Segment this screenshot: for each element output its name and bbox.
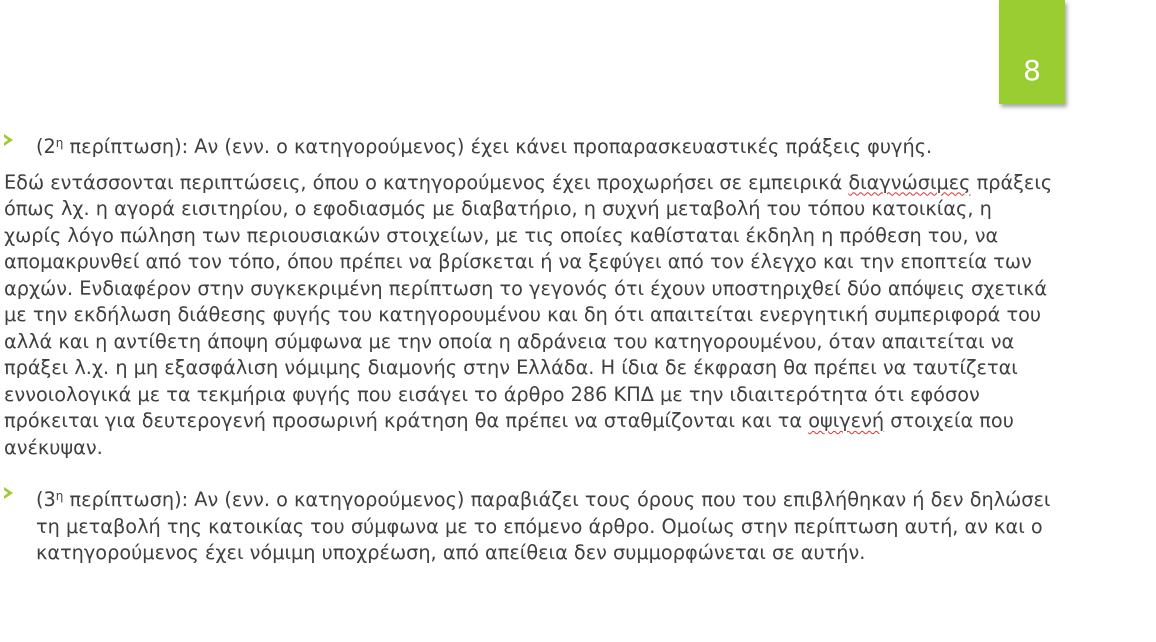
explanation-paragraph bbox=[4, 170, 1054, 462]
bullet-case-3 bbox=[0, 483, 1070, 567]
spellcheck-word-1[interactable]: διαγνώσιμες bbox=[848, 170, 971, 194]
bullet-case-2-prefix: (2 bbox=[36, 135, 56, 158]
slide-number: 8 bbox=[1023, 54, 1041, 87]
paragraph-text-1: Εδώ εντάσσονται περιπτώσεις, όπου ο κατηγορούμενος έχει προχωρήσει σε εμπειρικά bbox=[4, 170, 849, 194]
bullet-case-2 bbox=[0, 130, 1070, 161]
paragraph-text-2: πράξεις όπως λχ. η αγορά εισιτηρίου, ο εφοδιασμός με διαβατήριο, η συχνή μεταβολή του τόπου κατοικίας, η χωρίς λόγο πώληση των περιουσιακών στοιχείων, με τις οποίες καθίσταται έκδηλη η πρόθεση του, να απομακρυνθεί από τον τόπο, όπου πρέπει να βρίσκεται ή να ξεφύγει από τον έλεγχο και την εποπτεία των αρχών. Ενδιαφέρον στην συγκεκριμένη περίπτωση το γεγονός ότι έχουν υποστηριχθεί δύο απόψεις σχετικά με την εκδήλωση διάθεσης φυγής του κατηγορουμένου και δη ότι απαιτείται ενεργητική συμπεριφορά του αλλά και η αντίθετη άποψη σύμφωνα με την οποία η αδράνεια του κατηγορουμένου, όταν απαιτείται να πράξει λ.χ. η μη εξασφάλιση νόμιμης διαμονής στην Ελλάδα. Η ίδια δε έκφραση θα πρέπει να ταυτίζεται εννοιολογικά με τα τεκμήρια φυγής που εισάγει το άρθρο 286 ΚΠΔ με την ιδιαιτερότητα ότι εφόσον πρόκειται για δευτερογενή προσωρινή κράτηση θα πρέπει να σταθμίζονται και τα bbox=[4, 170, 1053, 432]
bullet-case-3-superscript: η bbox=[55, 489, 64, 503]
slide-number-badge bbox=[999, 0, 1065, 104]
bullet-case-2-text: περίπτωση): Αν (ενν. ο κατηγορούμενος) έχει κάνει προπαρασκευαστικές πράξεις φυγής. bbox=[63, 135, 933, 158]
bullet-arrow-icon bbox=[4, 487, 13, 499]
bullet-case-3-text: περίπτωση): Αν (ενν. ο κατηγορούμενος) παραβιάζει τους όρους που του επιβλήθηκαν ή δεν δηλώσει τη μεταβολή της κατοικίας του σύμφωνα με το επόμενο άρθρο. Ομοίως στην περίπτωση αυτή, αν και ο κατηγορούμενος έχει νόμιμη υποχρέωση, από απείθεια δεν συμμορφώνεται σε αυτήν. bbox=[36, 488, 1051, 564]
paragraph-text-3: στοιχεία που ανέκυψαν. bbox=[4, 409, 1014, 459]
bullet-case-3-prefix: (3 bbox=[36, 488, 56, 511]
slide-body bbox=[0, 130, 1070, 567]
bullet-arrow-icon bbox=[4, 134, 13, 146]
bullet-case-2-superscript: η bbox=[55, 136, 64, 150]
spellcheck-word-2[interactable]: οψιγενή bbox=[808, 409, 885, 432]
